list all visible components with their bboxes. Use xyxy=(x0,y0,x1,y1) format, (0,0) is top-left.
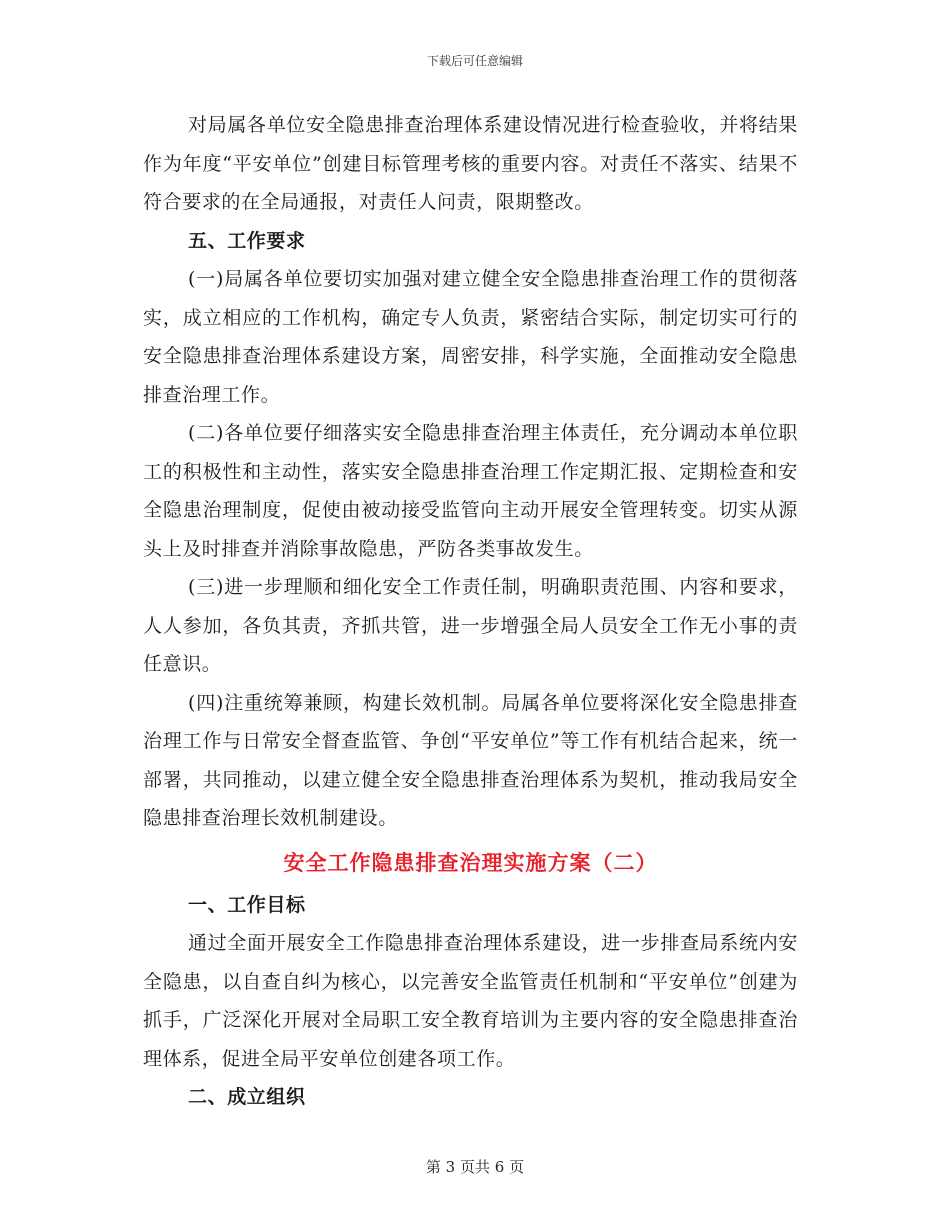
section-title: 安全工作隐患排查治理实施方案（二） xyxy=(283,850,658,875)
paragraph-requirement-1: (一)局属各单位要切实加强对建立健全安全隐患排查治理工作的贯彻落实，成立相应的工作机构，确定专人负责，紧密结合实际，制定切实可行的安全隐患排查治理体系建设方案，周密安排，科学实施，全面推动安全隐患排查治理工作。 xyxy=(143,268,798,406)
paragraph-inspection: 对局属各单位安全隐患排查治理体系建设情况进行检查验收，并将结果作为年度“平安单位”创建目标管理考核的重要内容。对责任不落实、结果不符合要求的在全局通报，对责任人问责，限期整改。 xyxy=(143,114,798,213)
document-body xyxy=(143,106,798,1117)
heading-organization: 二、成立组织 xyxy=(188,1086,306,1108)
paragraph-requirement-3: (三)进一步理顺和细化安全工作责任制，明确职责范围、内容和要求，人人参加，各负其责，齐抓共管，进一步增强全局人员安全工作无小事的责任意识。 xyxy=(143,576,798,675)
paragraph-requirement-4: (四)注重统筹兼顾，构建长效机制。局属各单位要将深化安全隐患排查治理工作与日常安全督查监管、争创“平安单位”等工作有机结合起来，统一部署，共同推动，以建立健全安全隐患排查治理体系为契机，推动我局安全隐患排查治理长效机制建设。 xyxy=(143,691,798,829)
heading-work-goals: 一、工作目标 xyxy=(188,893,306,916)
page-header-note: 下载后可任意编辑 xyxy=(426,54,523,68)
paragraph-goals: 通过全面开展安全工作隐患排查治理体系建设，进一步排查局系统内安全隐患，以自查自纠为核心，以完善安全监管责任机制和“平安单位”创建为抓手，广泛深化开展对全局职工安全教育培训为主要内容的安全隐患排查治理体系，促进全局平安单位创建各项工作。 xyxy=(143,932,798,1070)
paragraph-requirement-2: (二)各单位要仔细落实安全隐患排查治理主体责任，充分调动本单位职工的积极性和主动性，落实安全隐患排查治理工作定期汇报、定期检查和安全隐患治理制度，促使由被动接受监管向主动开展安全管理转变。切实从源头上及时排查并消除事故隐患，严防各类事故发生。 xyxy=(143,422,798,560)
heading-work-requirements: 五、工作要求 xyxy=(188,229,306,252)
page-number: 第 3 页共 6 页 xyxy=(425,1158,525,1176)
